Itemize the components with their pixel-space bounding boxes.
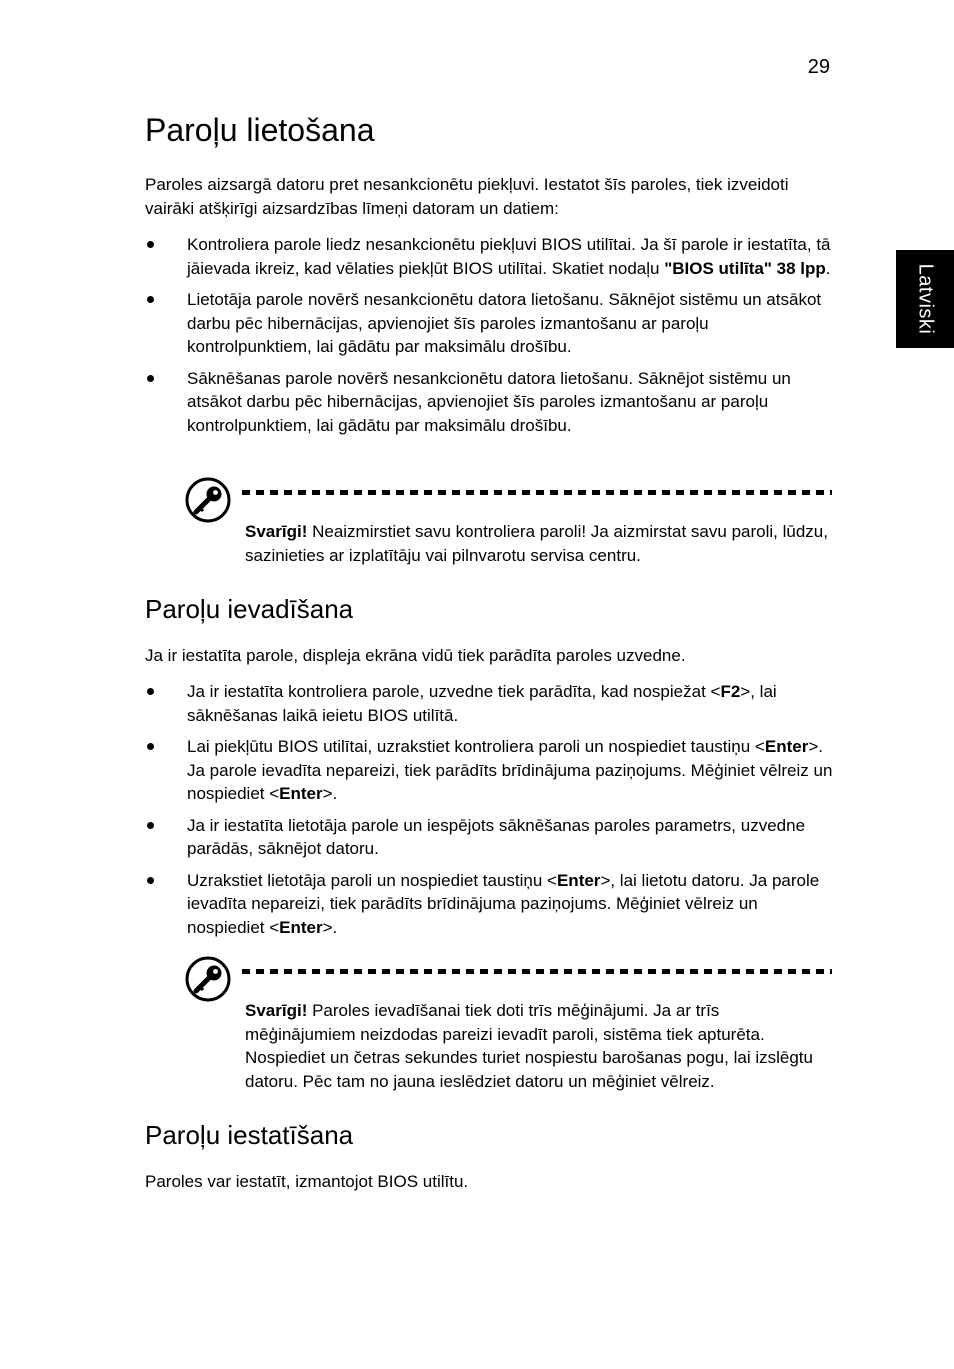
list-item-text: Lai piekļūtu BIOS utilītai, uzrakstiet kontroliera paroli un nospiediet taustiņu < (187, 737, 765, 756)
note-label: Svarīgi! (245, 1001, 308, 1020)
note-body: Neaizmirstiet savu kontroliera paroli! Ja aizmirstat savu paroli, lūdzu, sazinieties ar izplatītāju vai pilnvarotu servisa centru. (245, 522, 828, 565)
bullet-icon (147, 375, 154, 382)
list-item-text: Lietotāja parole novērš nesankcionētu datora lietošanu. Sāknējot sistēmu un atsākot darbu pēc hibernācijas, apvienojiet šīs paroles izmantošanu ar paroļu kontrolpunktiem, lai gādātu par maksimālu drošību. (187, 290, 822, 356)
key-name: Enter (556, 870, 601, 890)
important-note (184, 476, 834, 576)
section-intro: Paroles var iestatīt, izmantojot BIOS utilītu. (145, 1172, 469, 1191)
list-item (145, 233, 835, 280)
key-name: F2 (720, 682, 741, 701)
list-item-text: Sāknēšanas parole novērš nesankcionētu datora lietošanu. Sāknējot sistēmu un atsākot darbu pēc hibernācijas, apvienojiet šīs paroles izmantošanu ar paroļu kontrolpunktiem, lai gādātu par maksimālu drošību. (187, 368, 791, 435)
bullet-icon (147, 822, 154, 829)
intro-paragraph: Paroles aizsargā datoru pret nesankcionētu piekļuvi. Iestatot šīs paroles, tiek izveidoti vairāki atšķirīgi aizsardzības līmeņi datoram un datiem: (145, 175, 789, 218)
section-intro: Ja ir iestatīta parole, displeja ekrāna vidū tiek parādīta paroles uzvedne. (145, 646, 686, 665)
note-text (245, 999, 830, 1093)
page-title: Paroļu lietošana (145, 112, 375, 148)
note-label: Svarīgi! (245, 522, 308, 541)
list-item-text: Ja ir iestatīta kontroliera parole, uzvedne tiek parādīta, kad nospiežat < (187, 682, 721, 701)
note-body: Paroles ievadīšanai tiek doti trīs mēģinājumi. Ja ar trīs mēģinājumiem neizdodas pareizi ievadīt paroli, sistēma tiek apturēta. Nospiediet un četras sekundes turiet nospiestu barošanas pogu, lai izslēgtu datoru. Pēc tam no jauna ieslēdziet datoru un mēģiniet vēlreiz. (245, 1001, 813, 1091)
key-name: Enter (279, 917, 323, 937)
list-item-text: . (825, 258, 831, 278)
list-item-text: >. (322, 784, 338, 803)
language-tab (896, 250, 954, 348)
key-icon (184, 955, 232, 1003)
password-entry-list (145, 680, 835, 939)
section-heading: Paroļu iestatīšana (145, 1120, 354, 1150)
bullet-icon (147, 296, 154, 303)
bullet-icon (147, 877, 154, 884)
list-item-text: Ja ir iestatīta lietotāja parole un iespējots sāknēšanas paroles parametrs, uzvedne parādās, sāknējot datoru. (187, 815, 806, 858)
bullet-icon (147, 241, 154, 248)
list-item (145, 735, 835, 806)
list-item (145, 869, 835, 940)
cross-reference: "BIOS utilīta" 38 lpp (664, 258, 826, 278)
list-item-text: >. Ja parole ievadīta nepareizi, tiek parādīts brīdinājuma paziņojums. Mēģiniet vēlreiz un nospiediet < (187, 737, 833, 803)
password-types-list (145, 233, 835, 437)
section-heading: Paroļu ievadīšana (145, 594, 354, 624)
bullet-icon (147, 688, 154, 695)
key-name: Enter (279, 784, 323, 803)
list-item-text: >, lai sāknēšanas laikā ieietu BIOS utilītā. (187, 682, 777, 725)
page-number: 29 (807, 56, 830, 78)
list-item-text: >. (322, 917, 338, 937)
key-icon (184, 476, 232, 524)
list-item (145, 814, 835, 861)
list-item (145, 680, 835, 727)
list-item-text: Uzrakstiet lietotāja paroli un nospiediet taustiņu < (187, 870, 557, 890)
important-note (184, 955, 834, 1095)
bullet-icon (147, 743, 154, 750)
key-name: Enter (764, 737, 809, 756)
list-item-text: >, lai lietotu datoru. Ja parole ievadīta nepareizi, tiek parādīts brīdinājuma paziņojums. Mēģiniet vēlreiz un nospiediet < (187, 870, 820, 937)
dotted-divider (242, 490, 832, 495)
dotted-divider (242, 969, 832, 974)
list-item (145, 367, 835, 438)
list-item-text: Kontroliera parole liedz nesankcionētu piekļuvi BIOS utilītai. Ja šī parole ir iestatīta, tā jāievada ikreiz, kad vēlaties piekļūt BIOS utilītai. Skatiet nodaļu (187, 235, 831, 278)
note-text (245, 520, 830, 567)
list-item (145, 288, 835, 359)
language-tab-label: Latviski (914, 263, 937, 335)
